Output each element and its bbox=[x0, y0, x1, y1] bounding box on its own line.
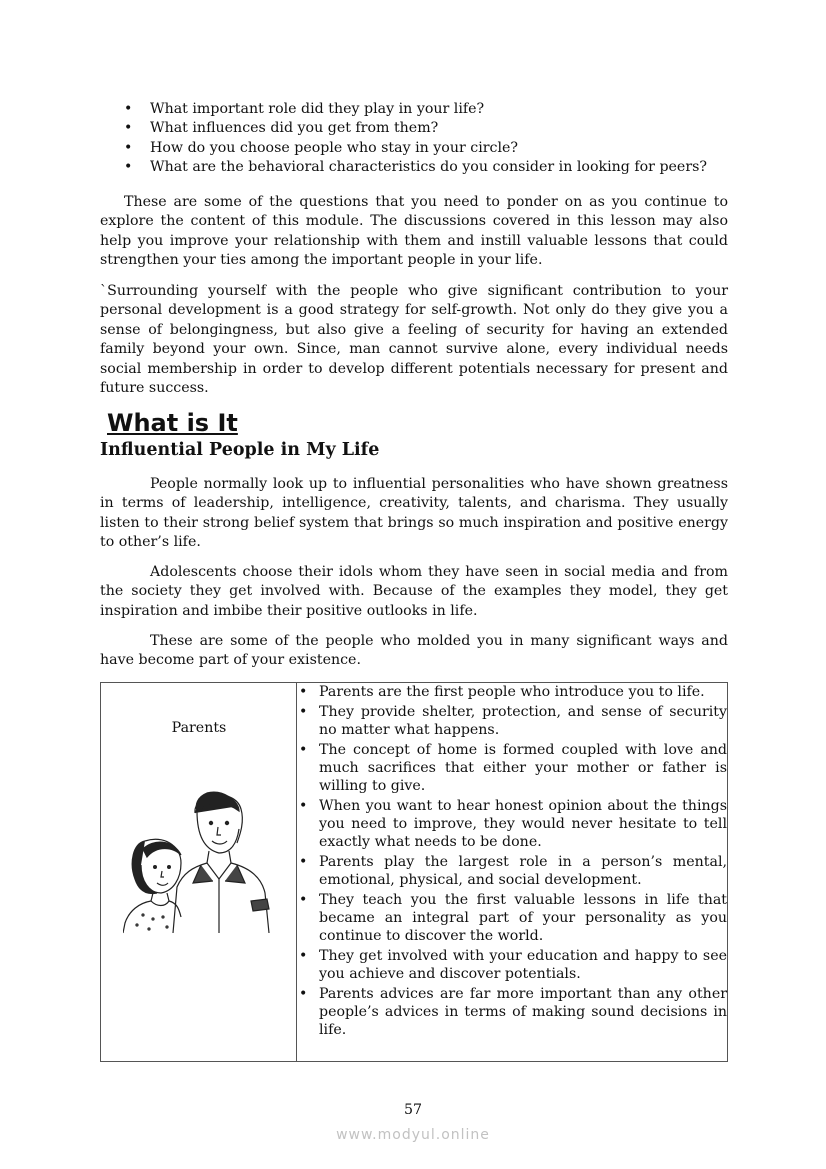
question-item: • What important role did they play in your life? bbox=[124, 100, 728, 119]
list-item: • The concept of home is formed coupled with love and much sacrifices that either your mother or father is willing to give. bbox=[297, 741, 727, 795]
parents-label: Parents bbox=[171, 720, 227, 736]
body-paragraph-1: People normally look up to influential personalities who have shown greatness in terms of leadership, intelligence, creativity, talents, and charisma. They usually listen to their strong belief system that brings so much inspiration and positive energy to other’s life. bbox=[100, 476, 728, 551]
question-item: • How do you choose people who stay in your circle? bbox=[124, 139, 728, 158]
influential-people-table bbox=[100, 682, 728, 1062]
table-label-cell bbox=[101, 683, 297, 1062]
list-item: • They provide shelter, protection, and sense of security no matter what happens. bbox=[297, 703, 727, 739]
table-row bbox=[101, 683, 728, 1062]
list-item: • They teach you the first valuable lessons in life that became an integral part of your personality as you continue to discover the world. bbox=[297, 891, 727, 945]
list-item: • They get involved with your education and happy to see you achieve and discover potentials. bbox=[297, 947, 727, 983]
reflection-questions bbox=[124, 100, 728, 178]
page-number: 57 bbox=[403, 1102, 423, 1118]
intro-paragraph-1: These are some of the questions that you need to ponder on as you continue to explore the content of this module. The discussions covered in this lesson may also help you improve your relationship with them and instill valuable lessons that could strengthen your ties among the important people in your life. bbox=[100, 194, 728, 269]
list-item: • Parents play the largest role in a person’s mental, emotional, physical, and social development. bbox=[297, 853, 727, 889]
list-item: • When you want to hear honest opinion about the things you need to improve, they would never hesitate to tell exactly what needs to be done. bbox=[297, 797, 727, 851]
table-points-cell bbox=[297, 683, 728, 1062]
body-paragraph-3: These are some of the people who molded you in many significant ways and have become part of your existence. bbox=[100, 633, 728, 669]
section-subtitle: Influential People in My Life bbox=[100, 440, 380, 460]
parents-illustration-icon bbox=[123, 783, 273, 943]
question-item: • What influences did you get from them? bbox=[124, 119, 728, 138]
section-title: What is It bbox=[107, 409, 238, 437]
parents-points-list bbox=[297, 683, 727, 1039]
intro-paragraph-2: `Surrounding yourself with the people who give significant contribution to your personal development is a good strategy for self-growth. Not only do they give you a sense of belongingness, but also give a feeling of security for having an extended family beyond your own. Since, man cannot survive alone, every individual needs social membership in order to develop different potentials necessary for present and future success. bbox=[100, 283, 728, 397]
watermark: www.modyul.online bbox=[336, 1127, 490, 1143]
body-paragraph-2: Adolescents choose their idols whom they have seen in social media and from the society they get involved with. Because of the examples they model, they get inspiration and imbibe their positive outlooks in life. bbox=[100, 564, 728, 619]
list-item: • Parents advices are far more important than any other people’s advices in terms of making sound decisions in life. bbox=[297, 985, 727, 1039]
question-item: • What are the behavioral characteristics do you consider in looking for peers? bbox=[124, 158, 728, 177]
list-item: • Parents are the first people who introduce you to life. bbox=[297, 683, 727, 701]
